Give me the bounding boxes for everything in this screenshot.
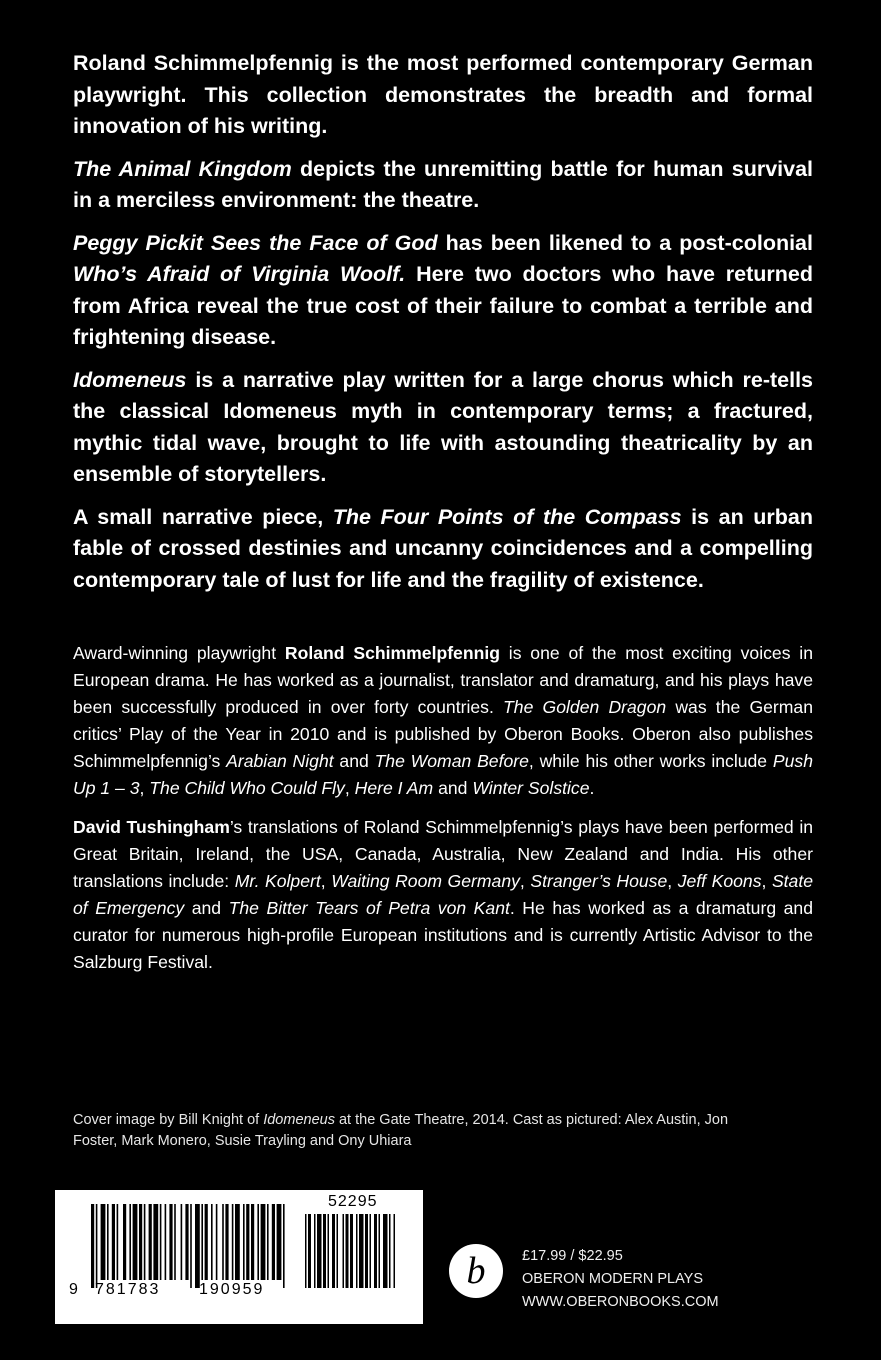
- cover-image-credit: Cover image by Bill Knight of Idomeneus at the Gate Theatre, 2014. Cast as pictured: Alex Austin, Jon Foster, Mark Monero, Susie Trayling and Ony Uhiara: [73, 1112, 729, 1149]
- barcode-bar: [160, 1204, 162, 1280]
- barcode-bar: [359, 1214, 364, 1288]
- barcode-bar: [195, 1204, 200, 1288]
- isbn-number: 9 781783 190959: [69, 1281, 265, 1298]
- svg-text:b: b: [466, 1250, 486, 1292]
- barcode-bar: [149, 1204, 152, 1280]
- barcode-bar: [96, 1204, 98, 1288]
- barcode-bar: [112, 1204, 115, 1280]
- barcode-bar: [165, 1204, 167, 1280]
- barcode-bar: [185, 1204, 188, 1280]
- barcode-bar: [370, 1214, 372, 1288]
- barcode-bar: [305, 1214, 307, 1288]
- barcode-bar: [139, 1204, 142, 1280]
- play-title: Who’s Afraid of Virginia Woolf.: [73, 262, 406, 286]
- barcode-bar: [101, 1204, 106, 1280]
- play-title: The Four Points of the Compass: [332, 504, 682, 529]
- barcode-bar: [374, 1214, 377, 1288]
- barcode-bar: [174, 1204, 176, 1280]
- barcode-bar: [91, 1204, 94, 1288]
- barcode-bar: [107, 1204, 109, 1280]
- barcode-bar: [232, 1204, 234, 1280]
- barcode-bar: [216, 1204, 218, 1280]
- barcode-bar: [235, 1204, 240, 1280]
- blurb-section: [73, 48, 813, 607]
- barcode-bar: [389, 1214, 391, 1288]
- barcode-bar: [350, 1214, 353, 1288]
- barcode-bar: [251, 1204, 254, 1280]
- barcode-bar: [181, 1204, 183, 1280]
- barcode-bar: [190, 1204, 192, 1288]
- play-title: The Animal Kingdom: [73, 156, 292, 181]
- barcode-bar: [383, 1214, 388, 1288]
- barcode-bar: [346, 1214, 349, 1288]
- barcode-bar: [323, 1214, 326, 1288]
- barcode-bar: [277, 1204, 282, 1280]
- barcode-bar: [337, 1214, 339, 1288]
- oberon-logo-icon: [447, 1242, 505, 1300]
- barcode-bar: [343, 1214, 345, 1288]
- barcode-bar: [169, 1204, 172, 1280]
- blurb-paragraph-idomeneus: Idomeneus is a narrative play written for a large chorus which re-tells the classical Idomeneus myth in contemporary terms; a fractured, mythic tidal wave, brought to life with astounding theatricality by an ensemble of storytellers.: [73, 367, 813, 486]
- barcode-bar: [308, 1214, 311, 1288]
- author-name: Roland Schimmelpfennig: [284, 643, 500, 663]
- price: £17.99 / $22.95: [522, 1248, 623, 1264]
- barcode-bar: [356, 1214, 358, 1288]
- blurb-paragraph-peggy-pickit: Peggy Pickit Sees the Face of God has been likened to a post-colonial Who’s Afraid of Virginia Woolf. Here two doctors who have returned from Africa reveal the true cost of their failure to combat a terrible and frightening disease.: [73, 230, 813, 349]
- barcode-bar: [394, 1214, 396, 1288]
- barcode-bar: [201, 1204, 203, 1280]
- author-bio: Award-winning playwright Roland Schimmelpfennig is one of the most exciting voices in European drama. He has worked as a journalist, translator and dramaturg, and his plays have been successfully produced in over forty countries. The Golden Dragon was the German critics’ Play of the Year in 2010 and is published by Oberon Books. Oberon also publishes Schimmelpfennig’s Arabian Night and The Woman Before, while his other works include Push Up 1 – 3, The Child Who Could Fly, Here I Am and Winter Solstice.: [73, 643, 813, 798]
- series-name: OBERON MODERN PLAYS: [522, 1271, 704, 1287]
- publisher-website: WWW.OBERONBOOKS.COM: [522, 1294, 719, 1310]
- barcode-bar: [246, 1204, 249, 1280]
- barcode-bar: [272, 1204, 275, 1280]
- barcode-bar: [222, 1204, 224, 1280]
- barcode-bar: [283, 1204, 285, 1288]
- blurb-paragraph-intro: Roland Schimmelpfennig is the most performed contemporary German playwright. This collection demonstrates the breadth and formal innovation of his writing.: [73, 51, 813, 138]
- barcode: [55, 1190, 423, 1324]
- barcode-bar: [144, 1204, 146, 1280]
- translator-bio: David Tushingham’s translations of Roland Schimmelpfennig’s plays have been performed in Great Britain, Ireland, the USA, Canada, Australia, New Zealand and India. His other translations include: Mr. Kolpert, Waiting Room Germany, Stranger’s House, Jeff Koons, State of Emergency and The Bitter Tears of Petra von Kant. He has worked as a dramaturg and curator for numerous high-profile European institutions and is currently Artistic Advisor to the Salzburg Festival.: [73, 817, 814, 972]
- barcode-bar: [129, 1204, 131, 1280]
- barcode-bar: [365, 1214, 368, 1288]
- barcode-bar: [261, 1204, 266, 1280]
- barcode-bar: [257, 1204, 259, 1280]
- barcode-bar: [379, 1214, 381, 1288]
- barcode-bar: [317, 1214, 322, 1288]
- blurb-paragraph-animal-kingdom: The Animal Kingdom depicts the unremitting battle for human survival in a merciless environment: the theatre.: [73, 156, 814, 212]
- barcode-bar: [133, 1204, 138, 1280]
- barcode-bar: [243, 1204, 245, 1280]
- barcode-bar: [225, 1204, 228, 1280]
- barcode-bar: [211, 1204, 213, 1280]
- translator-name: David Tushingham: [73, 817, 230, 837]
- play-title: Peggy Pickit Sees the Face of God: [73, 230, 438, 255]
- play-title: Idomeneus: [73, 367, 187, 392]
- barcode-bar: [267, 1204, 269, 1280]
- barcode-bar: [117, 1204, 119, 1280]
- barcode-bar: [123, 1204, 126, 1280]
- publisher-info: [522, 1245, 719, 1314]
- price-addon-number: 52295: [328, 1193, 378, 1210]
- bio-section: [73, 640, 813, 988]
- barcode-bar: [153, 1204, 158, 1280]
- blurb-paragraph-four-points: A small narrative piece, The Four Points of the Compass is an urban fable of crossed destinies and uncanny coincidences and a compelling contemporary tale of lust for life and the fragility of existence.: [73, 504, 813, 592]
- barcode-bar: [205, 1204, 208, 1280]
- barcode-bar: [314, 1214, 316, 1288]
- barcode-bar: [328, 1214, 330, 1288]
- barcode-bar: [332, 1214, 335, 1288]
